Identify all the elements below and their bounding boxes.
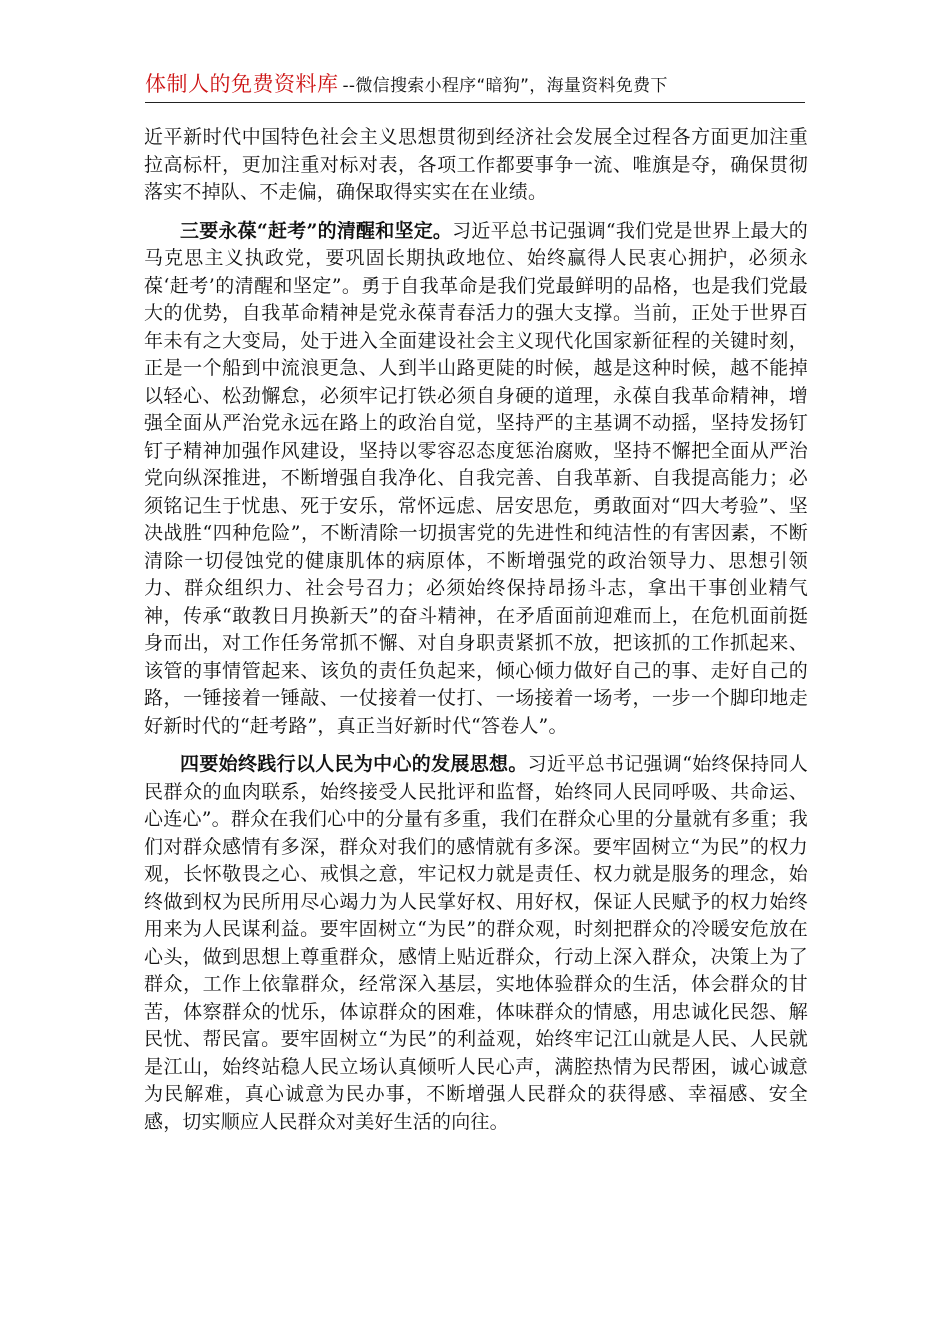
header-subtitle: --微信搜索小程序“暗狗”，海量资料免费下 bbox=[342, 76, 668, 96]
paragraph-text: 习近平总书记强调“我们党是世界上最大的马克思主义执政党，要巩固长期执政地位、始终赢得人民衷心拥护，必须永葆‘赶考’的清醒和坚定”。勇于自我革命是我们党最鲜明的品格，也是我们党最大的优势，自我革命精神是党永葆青春活力的强大支撑。当前，正处于世界百年未有之大变局，处于进入全面建设社会主义现代化国家新征程的关键时刻，正是一个船到中流浪更急、人到半山路更陡的时候，越是这种时候，越不能掉以轻心、松劲懈怠，必须牢记打铁必须自身硬的道理，永葆自我革命精神，增强全面从严治党永远在路上的政治自觉，坚持严的主基调不动摇，坚持发扬钉钉子精神加强作风建设，坚持以零容忍态度惩治腐败，坚持不懈把全面从严治党向纵深推进，不断增强自我净化、自我完善、自我革新、自我提高能力；必须铭记生于忧患、死于安乐，常怀远虑、居安思危，勇敢面对“四大考验”、坚决战胜“四种危险”，不断清除一切损害党的先进性和纯洁性的有害因素，不断清除一切侵蚀党的健康肌体的病原体，不断增强党的政治领导力、思想引领力、群众组织力、社会号召力；必须始终保持昂扬斗志，拿出干事创业精气神，传承“敢教日月换新天”的奋斗精神，在矛盾面前迎难而上，在危机面前挺身而出，对工作任务常抓不懈、对自身职责紧抓不放，把该抓的工作抓起来、该管的事情管起来、该负的责任负起来，倾心倾力做好自己的事、走好自己的路，一锤接着一锤敲、一仗接着一仗打、一场接着一场考，一步一个脚印地走好新时代的“赶考路”，真正当好新时代“答卷人”。 bbox=[144, 219, 808, 737]
document-body bbox=[144, 124, 808, 1204]
paragraph-text: 习近平总书记强调“始终保持同人民群众的血肉联系，始终接受人民批评和监督，始终同人民同呼吸、共命运、心连心”。群众在我们心中的分量有多重，我们在群众心里的分量就有多重；我们对群众感情有多深，群众对我们的感情就有多深。要牢固树立“为民”的权力观，长怀敬畏之心、戒惧之意，牢记权力就是责任、权力就是服务的理念，始终做到权为民所用尽心竭力为人民掌好权、用好权，保证人民赋予的权力始终用来为人民谋利益。要牢固树立“为民”的群众观，时刻把群众的冷暖安危放在心头，做到思想上尊重群众，感情上贴近群众，行动上深入群众，决策上为了群众，工作上依靠群众，经常深入基层，实地体验群众的生活，体会群众的甘苦，体察群众的忧乐，体谅群众的困难，体味群众的情感，用忠诚化民怨、解民忧、帮民富。要牢固树立“为民”的利益观，始终牢记江山就是人民、人民就是江山，始终站稳人民立场认真倾听人民心声，满腔热情为民帮困，诚心诚意为民解难，真心诚意为民办事，不断增强人民群众的获得感、幸福感、安全感，切实顺应人民群众对美好生活的向往。 bbox=[144, 753, 808, 1133]
page-header bbox=[145, 68, 805, 103]
paragraph-heading: 四要始终践行以人民为中心的发展思想。 bbox=[180, 753, 528, 775]
paragraph-heading: 三要永葆“赶考”的清醒和坚定。 bbox=[180, 219, 453, 242]
paragraph-text: 近平新时代中国特色社会主义思想贯彻到经济社会发展全过程各方面更加注重拉高标杆，更加注重对标对表，各项工作都要事争一流、唯旗是夺，确保贯彻落实不掉队、不走偏，确保取得实实在在业绩。 bbox=[144, 126, 808, 203]
header-brand-title: 体制人的免费资料库 bbox=[145, 72, 339, 96]
paragraph-continuation bbox=[144, 124, 808, 207]
paragraph-section-four bbox=[144, 751, 808, 1136]
paragraph-section-three bbox=[144, 218, 808, 741]
